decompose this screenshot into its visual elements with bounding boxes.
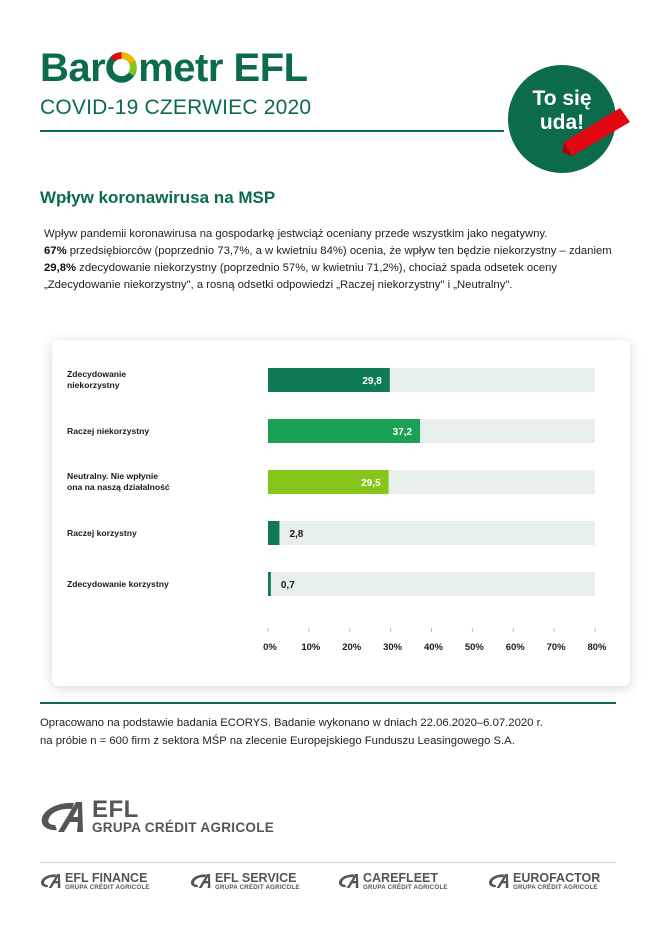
- brand-sub: GRUPA CRÉDIT AGRICOLE: [215, 884, 300, 891]
- category-label: Zdecydowanie korzystny: [67, 579, 169, 589]
- value-label: 29,8: [362, 376, 382, 387]
- header-divider: [40, 130, 504, 132]
- category-label: Neutralny. Nie wpłynie: [67, 471, 159, 481]
- chart-card: [52, 340, 630, 686]
- category-label: ona na naszą działalność: [67, 482, 170, 492]
- bottom-divider: [40, 702, 616, 704]
- red-ribbon-icon: [560, 102, 632, 156]
- efl-logo-name: EFL: [92, 796, 139, 823]
- subtitle: COVID-19 CZERWIEC 2020: [40, 96, 312, 119]
- ca-mark-icon: [40, 800, 86, 834]
- category-label: niekorzystny: [67, 380, 120, 390]
- ca-mark-icon: [488, 873, 510, 889]
- category-label: Raczej niekorzystny: [67, 426, 150, 436]
- category-label: Raczej korzystny: [67, 528, 137, 538]
- barometr-title: [40, 48, 308, 88]
- brand-name: EUROFACTOR: [513, 871, 601, 885]
- category-label: Zdecydowanie: [67, 369, 127, 379]
- source-line-2: na próbie n = 600 firm z sektora MŚP na zlecenie Europejskiego Funduszu Leasingowego S.A.: [40, 735, 515, 748]
- value-label: 37,2: [392, 427, 413, 438]
- title-part-1: Bar: [40, 46, 106, 90]
- x-tick-label: 50%: [464, 642, 484, 653]
- brand-name: CAREFLEET: [363, 871, 438, 885]
- bar-track: [268, 572, 595, 596]
- bar: [268, 521, 279, 545]
- bar-chart: [52, 340, 630, 686]
- brand-name: EFL SERVICE: [215, 871, 297, 885]
- intro-paragraph: Wpływ pandemii koronawirusa na gospodarkę jestwciąż oceniany przede wszystkim jako negatywny. 67% przedsiębiorców (poprzednio 73,7%, a w kwietniu 84%) ocenia, że wpływ ten będzie niekorzystny – zdaniem 29,8% zdecydowanie niekorzystny (poprzednio 57%, w kwietniu 71,2%), chociaż spada odsetek oceny „Zdecydowanie niekorzystny", a rosną odsetki odpowiedzi „Raczej niekorzystny" i „Neutralny".: [44, 228, 612, 291]
- brand-name: EFL FINANCE: [65, 871, 148, 885]
- bar: [268, 572, 271, 596]
- value-label: 29,5: [361, 478, 381, 489]
- ca-mark-icon: [190, 873, 212, 889]
- badge-line-2: uda!: [539, 110, 585, 134]
- title-part-2: metr EFL: [138, 46, 308, 90]
- value-label: 0,7: [280, 580, 295, 591]
- ca-mark-icon: [338, 873, 360, 889]
- brand-row: [40, 872, 620, 894]
- x-tick-label: 60%: [505, 642, 525, 653]
- x-tick-label: 0%: [263, 642, 277, 653]
- x-tick-label: 10%: [301, 642, 321, 653]
- x-tick-label: 40%: [423, 642, 444, 653]
- source-note: [40, 714, 620, 750]
- brand-sub: GRUPA CRÉDIT AGRICOLE: [513, 884, 598, 891]
- brand-sub: GRUPA CRÉDIT AGRICOLE: [363, 884, 448, 891]
- efl-logo-group: GRUPA CRÉDIT AGRICOLE: [92, 820, 275, 835]
- barometer-o-icon: [106, 50, 137, 81]
- ca-mark-icon: [40, 873, 62, 889]
- x-tick-label: 30%: [383, 642, 403, 653]
- x-tick-label: 70%: [546, 642, 566, 653]
- bar-track: [268, 521, 595, 545]
- x-tick-label: 80%: [587, 642, 607, 653]
- badge-line-1: To się: [532, 87, 592, 110]
- section-title: Wpływ koronawirusa na MSP: [40, 188, 276, 207]
- x-tick-label: 20%: [342, 642, 362, 653]
- brand-sub: GRUPA CRÉDIT AGRICOLE: [65, 884, 150, 891]
- source-line-1: Opracowano na podstawie badania ECORYS. Badanie wykonano w dniach 22.06.2020–6.07.2020 r.: [40, 717, 543, 729]
- footer-divider: [40, 862, 616, 863]
- value-label: 2,8: [289, 529, 304, 540]
